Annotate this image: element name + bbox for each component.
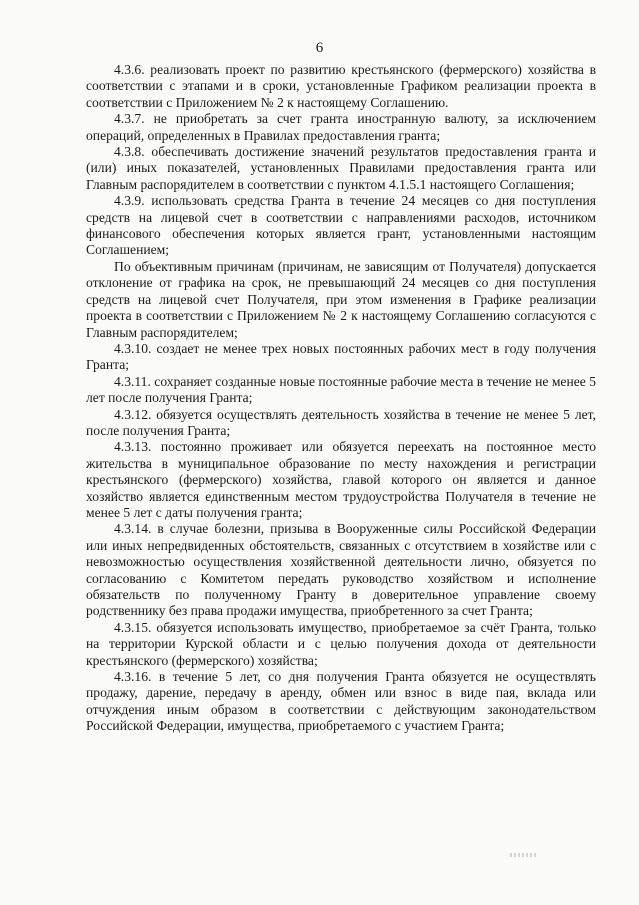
paragraph-4-3-8: 4.3.8. обеспечивать достижение значений результатов предоставления гранта и (или) иных показателей, установленных Правилами предоставления гранта или Главным распорядителем в соответствии с пунктом 4.1.5.1 настоящего Соглашения;	[86, 144, 596, 192]
document-body	[86, 62, 596, 735]
paragraph-4-3-15: 4.3.15. обязуется использовать имущество, приобретаемое за счёт Гранта, только на территории Курской области и с целью получения дохода от деятельности крестьянского (фермерского) хозяйства;	[86, 619, 596, 668]
paragraph-4-3-16: 4.3.16. в течение 5 лет, со дня получения Гранта обязуется не осуществлять продажу, дарение, передачу в аренду, обмен или взнос в виде пая, вклада или отчуждения иным образом в соответствии с действующим законодательством Российской Федерации, имущества, приобретаемого с участием Гранта;	[86, 669, 596, 734]
paragraph-4-3-6: 4.3.6. реализовать проект по развитию крестьянского (фермерского) хозяйства в соответствии с этапами и в сроки, установленные Графиком реализации проекта в соответствии с Приложением № 2 к настоящему Соглашению.	[86, 62, 596, 110]
page-number: 6	[315, 40, 324, 56]
paragraph-4-3-14: 4.3.14. в случае болезни, призыва в Вооруженные силы Российской Федерации или иных непредвиденных обстоятельств, связанных с отсутствием в хозяйстве или с невозможностью осуществления хозяйственной деятельности лично, обязуется по согласованию с Комитетом передать руководство хозяйством и исполнение обязательств по полученному Гранту в доверительное управление своему родственнику без права продажи имущества, приобретенного за счет Гранта;	[86, 521, 596, 619]
paragraph-4-3-10: 4.3.10. создает не менее трех новых постоянных рабочих мест в году получения Гранта;	[86, 340, 596, 373]
paragraph-4-3-13: 4.3.13. постоянно проживает или обязуется переехать на постоянное место жительства в муниципальное образование по месту нахождения и регистрации крестьянского (фермерского) хозяйства, главой которого он является и данное хозяйство является единственным местом трудоустройства Получателя в течение не менее 5 лет с даты получения гранта;	[86, 439, 596, 520]
paragraph-4-3-11: 4.3.11. сохраняет созданные новые постоянные рабочие места в течение не менее 5 лет после получения Гранта;	[86, 373, 596, 406]
paragraph-4-3-9: 4.3.9. использовать средства Гранта в течение 24 месяцев со дня поступления средств на лицевой счет в соответствии с направлениями расходов, источником финансового обеспечения которых является грант, установленными настоящим Соглашением;	[86, 193, 596, 258]
paragraph-4-3-12: 4.3.12. обязуется осуществлять деятельность хозяйства в течение не менее 5 лет, после получения Гранта;	[86, 406, 596, 438]
paragraph-objective-reasons: По объективным причинам (причинам, не зависящим от Получателя) допускается отклонение от графика на срок, не превышающий 24 месяцев со дня поступления средств на лицевой счет Получателя, при этом изменения в Графике реализации проекта в соответствии с Приложением № 2 к настоящему Соглашению согласуются с Главным распорядителем;	[86, 258, 596, 340]
paragraph-4-3-7: 4.3.7. не приобретать за счет гранта иностранную валюту, за исключением операций, определенных в Правилах предоставления гранта;	[86, 111, 596, 143]
scan-artifact	[510, 853, 538, 857]
